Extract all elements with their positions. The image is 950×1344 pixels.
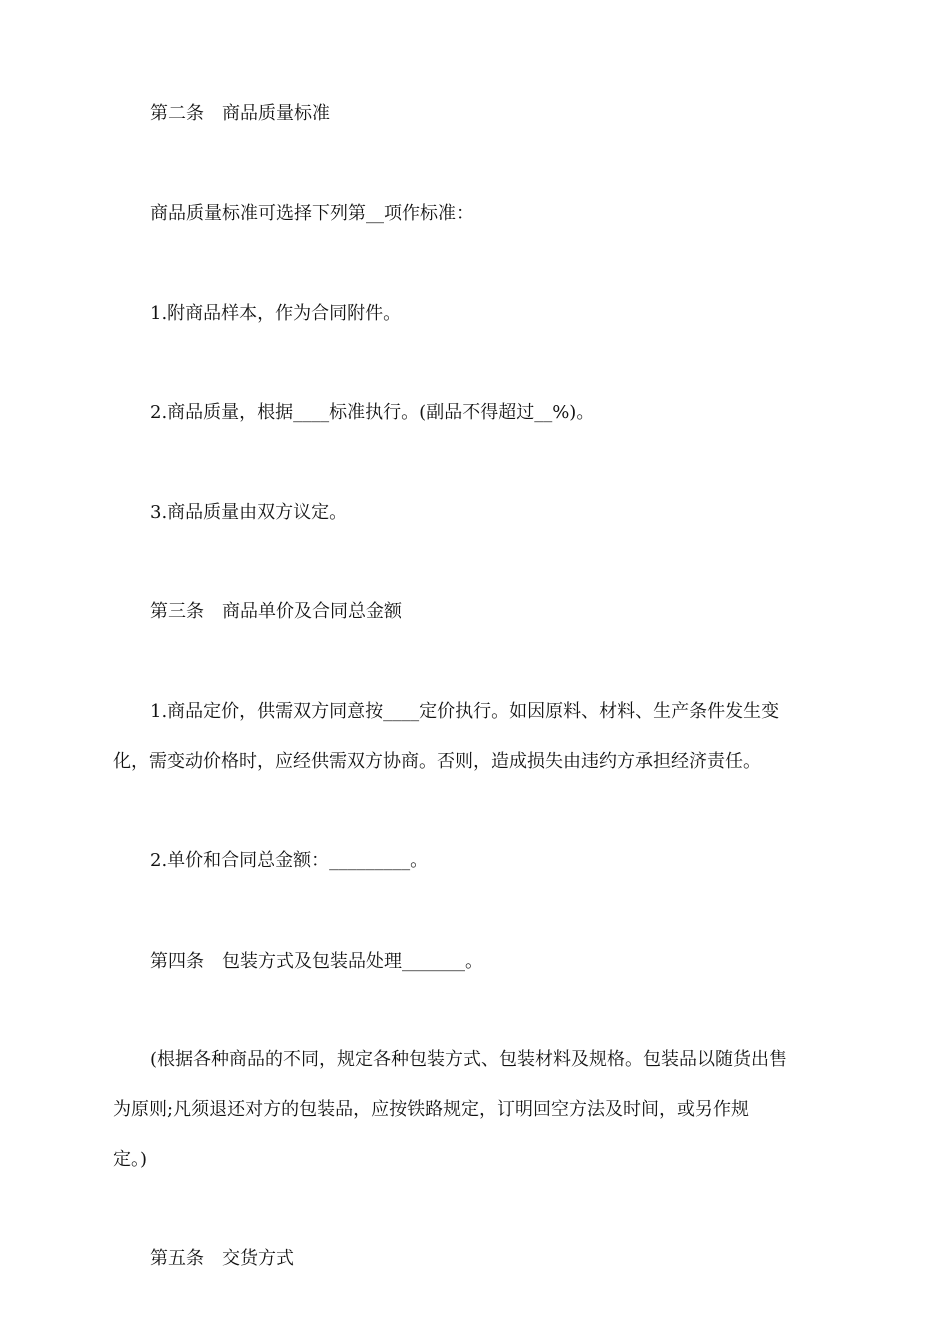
- pricing-clause-line-2: 化，需变动价格时，应经供需双方协商。否则，造成损失由违约方承担经济责任。: [113, 751, 761, 772]
- packaging-note-line-2: 为原则;凡须退还对方的包装品，应按铁路规定，订明回空方法及时间，或另作规: [113, 1099, 750, 1120]
- packaging-note-line-3: 定。): [113, 1149, 148, 1170]
- quality-option-2: 2.商品质量，根据____标准执行。(副品不得超过__%)。: [150, 402, 595, 423]
- quality-option-1: 1.附商品样本，作为合同附件。: [150, 303, 402, 324]
- quality-option-3: 3.商品质量由双方议定。: [150, 502, 348, 523]
- quality-standard-intro: 商品质量标准可选择下列第__项作标准：: [150, 203, 474, 224]
- packaging-note-line-1: (根据各种商品的不同，规定各种包装方式、包装材料及规格。包装品以随货出售: [150, 1049, 788, 1070]
- total-amount-clause: 2.单价和合同总金额：_________。: [150, 850, 429, 871]
- pricing-clause-line-1: 1.商品定价，供需双方同意按____定价执行。如因原料、材料、生产条件发生变: [150, 701, 780, 722]
- article-5-heading: 第五条 交货方式: [150, 1248, 294, 1269]
- article-4-heading: 第四条 包装方式及包装品处理_______。: [150, 951, 483, 972]
- article-2-heading: 第二条 商品质量标准: [150, 103, 330, 124]
- article-3-heading: 第三条 商品单价及合同总金额: [150, 601, 402, 622]
